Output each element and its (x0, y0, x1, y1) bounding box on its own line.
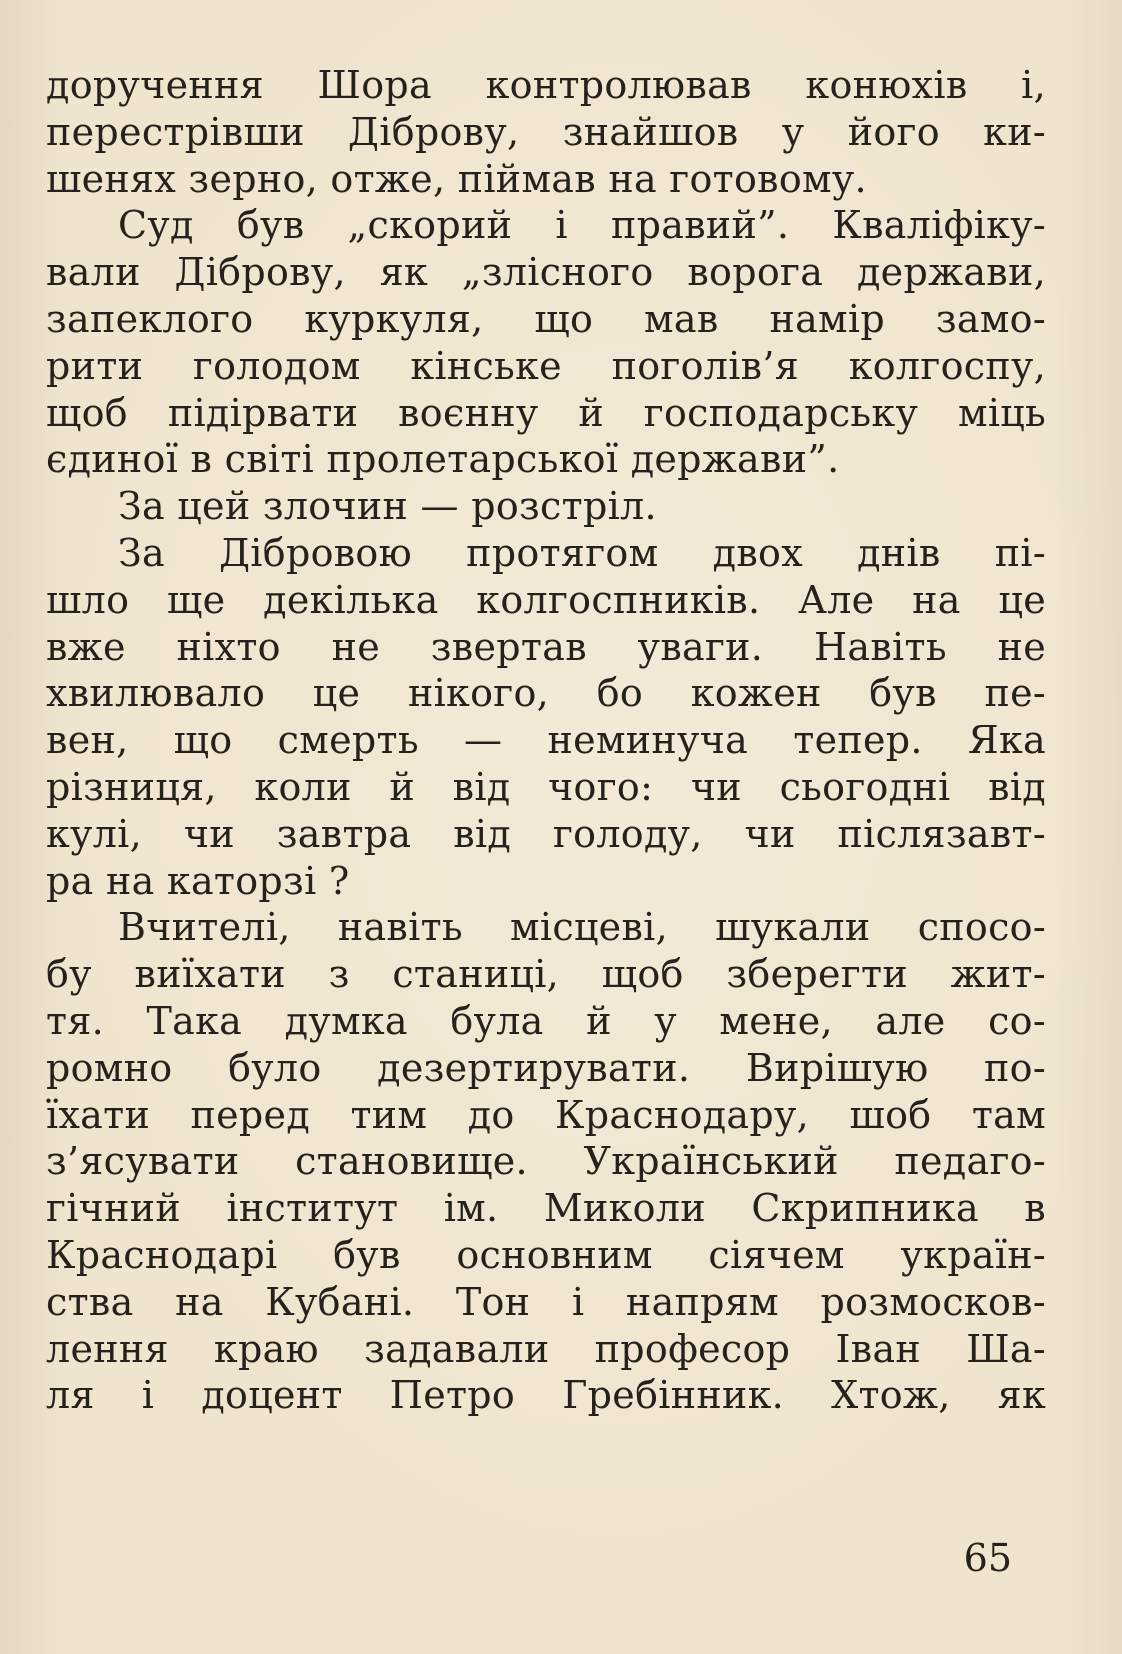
text-line: доручення Шора контролював конюхів і, (46, 63, 1046, 107)
text-line: вже ніхто не звертав уваги. Навіть не (46, 624, 1046, 669)
text-line: гічний інститут ім. Миколи Скрипника в (46, 1186, 1046, 1231)
text-line: бу виїхати з станиці, щоб зберегти жит- (46, 952, 1046, 997)
text-line: вен, що смерть — неминуча тепер. Яка (46, 718, 1046, 763)
text-line: Суд був „скорий і правий”. Кваліфіку- (118, 203, 1046, 248)
page-number: 65 (963, 1536, 1012, 1580)
text-line: з’ясувати становище. Український педаго- (46, 1139, 1046, 1184)
text-line: ля і доцент Петро Гребінник. Хтож, як (46, 1373, 1046, 1418)
text-line: Вчителі, навіть місцеві, шукали спосо- (118, 905, 1046, 950)
text-line: ства на Кубані. Тон і напрям розмоскoв- (46, 1279, 1046, 1324)
text-line: вали Діброву, як „злісного ворога держави, (46, 250, 1046, 295)
body-text (46, 62, 1046, 1419)
text-line: За цей злочин — розстріл. (118, 484, 657, 529)
text-line: рити голодом кінське поголів’я колгоспу, (46, 343, 1046, 388)
text-line: ромно було дезертирувати. Вирішую по- (46, 1045, 1046, 1090)
text-line: щоб підірвати воєнну й господарську міць (46, 390, 1046, 435)
text-line: єдиної в світі пролетарської держави”. (46, 437, 840, 482)
text-line: їхати перед тим до Краснодару, шоб там (46, 1092, 1046, 1137)
text-line: кулі, чи завтра від голоду, чи післязавт- (46, 811, 1046, 856)
text-line: Краснодарі був основним сіячем україн- (46, 1232, 1046, 1277)
text-line: шло ще декілька колгоспників. Але на це (46, 577, 1046, 622)
text-line: перестрівши Діброву, знайшов у його ки- (46, 109, 1046, 154)
text-line: хвилювало це нікого, бо кожен був пе- (46, 671, 1046, 716)
text-line: ра на каторзі ? (46, 858, 350, 903)
text-line: шенях зерно, отже, піймав на готовому. (46, 156, 867, 201)
text-line: За Дібровою протягом двох днів пі- (118, 530, 1046, 575)
text-line: різниця, коли й від чого: чи сьогодні від (46, 764, 1046, 809)
text-line: тя. Така думка була й у мене, але со- (46, 998, 1046, 1043)
text-line: лення краю задавали професор Іван Ша- (46, 1326, 1046, 1371)
text-line: запеклого куркуля, що мав намір замо- (46, 296, 1046, 341)
